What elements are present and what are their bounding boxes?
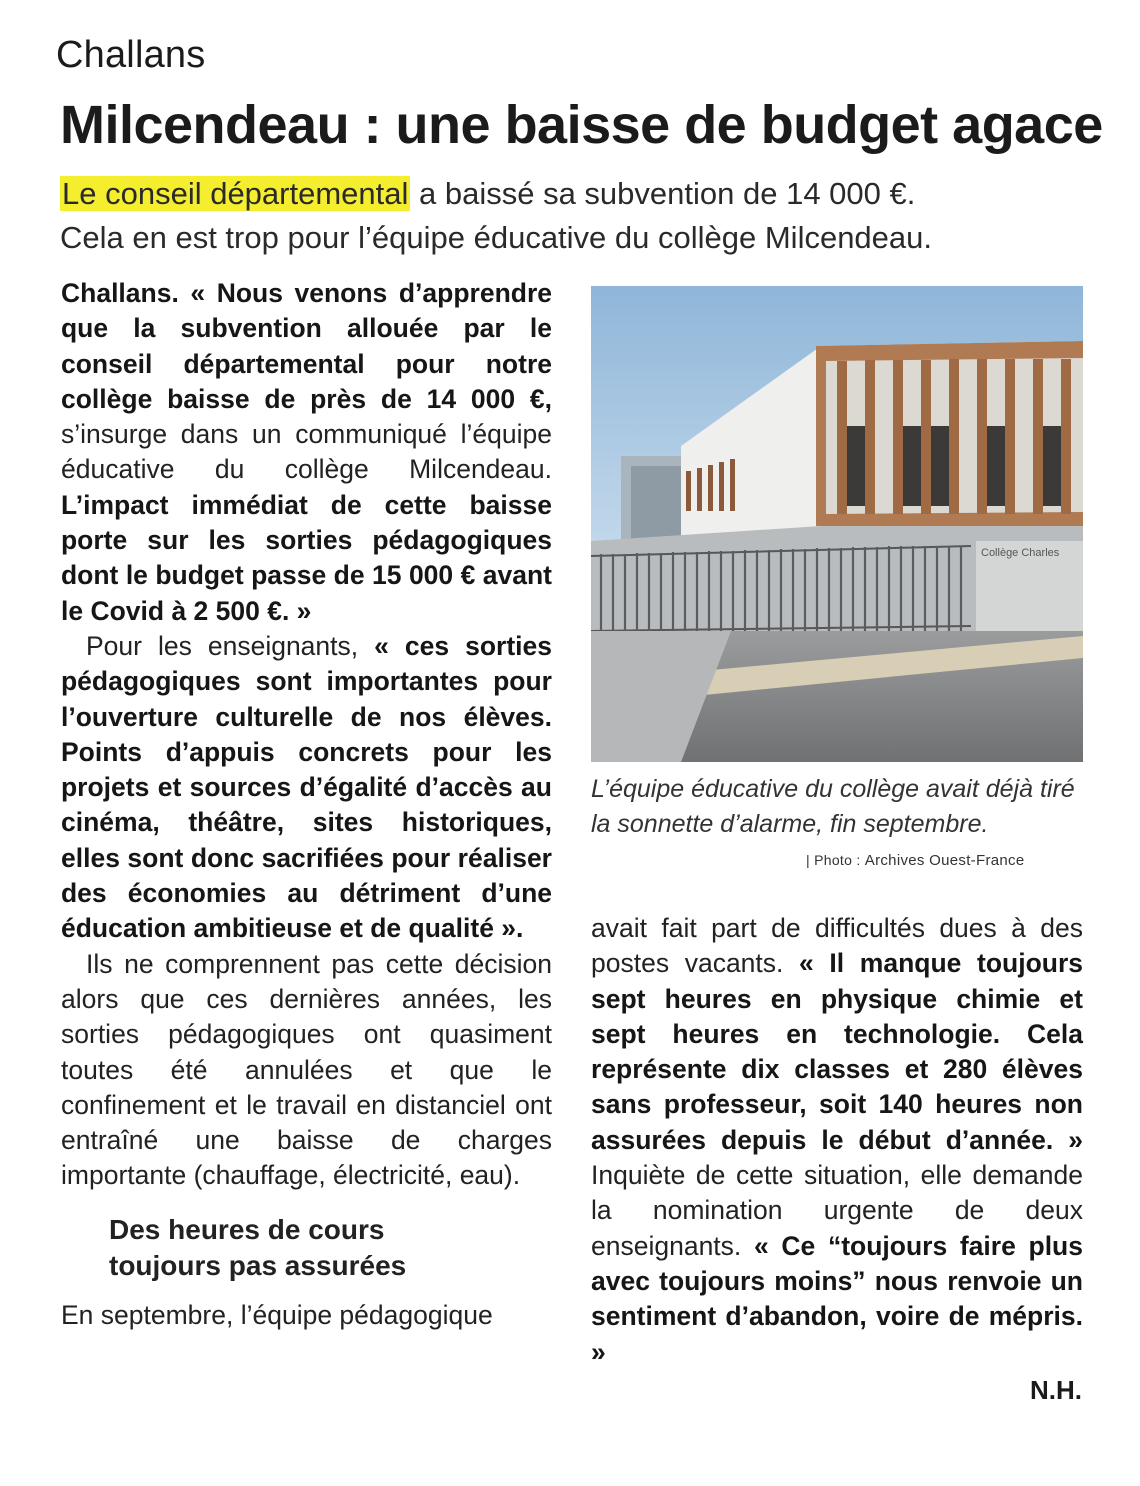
headline: Milcendeau : une baisse de budget agace	[60, 95, 1103, 155]
paragraph-4-start: En septembre, l’équipe pédagogique	[61, 1299, 493, 1330]
lede-line-1-rest: a baissé sa subvention de 14 000 €.	[410, 176, 916, 211]
paragraph-2-bold: « ces sorties pédagogiques sont importantes pour l’ouverture culturelle de nos élèves. Points d’appuis concrets pour les projets et sources d’égalité d’accès au cinéma, théâtre, sites historiques, elles sont donc sacrifiées pour réaliser des économies au détriment d’une éducation ambitieuse et de qualité ».	[61, 630, 552, 944]
author-signature: N.H.	[1030, 1375, 1082, 1405]
sign-text: Collège Charles	[981, 547, 1060, 559]
article-photo	[591, 286, 1083, 762]
credit-source: Archives Ouest-France	[864, 852, 1025, 869]
article-column-left	[61, 276, 552, 1333]
paragraph-1-bold-a: Challans. « Nous venons d’apprendre que la subvention allouée par le conseil départemental pour notre collège baisse de près de 14 000 €,	[61, 278, 552, 414]
paragraph-2-regular: Pour les enseignants,	[86, 630, 375, 661]
photo-caption	[591, 772, 1083, 842]
paragraph-1	[61, 276, 552, 629]
lede-line-1	[60, 172, 932, 216]
section-label: Challans	[56, 34, 206, 76]
paragraph-2	[61, 629, 552, 947]
paragraph-1-regular: s’insurge dans un communiqué l’équipe éducative du collège Milcendeau.	[61, 419, 552, 485]
article-column-right	[591, 911, 1083, 1370]
subheading-line-1: Des heures de cours	[109, 1213, 385, 1245]
lede	[60, 172, 932, 260]
subheading-line-2: toujours pas assurées	[109, 1249, 407, 1281]
lede-line-2: Cela en est trop pour l’équipe éducative du collège Milcendeau.	[60, 220, 933, 255]
credit-prefix: | Photo :	[806, 852, 865, 868]
paragraph-4-regular: avait fait part de difficultés dues à des postes vacants.	[591, 913, 1083, 979]
paragraph-5-regular: Inquiète de cette situation, elle demande la nomination urgente de deux enseignants.	[591, 1160, 1083, 1261]
paragraph-5-bold: « Ce “toujours faire plus avec toujours moins” nous renvoie un sentiment d’abandon, voire de mépris. »	[591, 1230, 1083, 1367]
paragraph-4-bold: « Il manque toujours sept heures en physique chimie et sept heures en technologie. Cela représente dix classes et 280 élèves sans professeur, soit 140 heures non assurées depuis le début d’année. »	[591, 948, 1084, 1155]
photo-credit	[806, 852, 1024, 869]
subheading	[61, 1212, 552, 1284]
highlighted-text: Le conseil départemental	[62, 176, 409, 211]
paragraph-3: Ils ne comprennent pas cette décision alors que ces dernières années, les sorties pédagogiques ont quasiment toutes été annulées et que le confinement et le travail en distanciel ont entraîné une baisse de charges importante (chauffage, électricité, eau).	[61, 948, 552, 1191]
paragraph-4-continued	[591, 911, 1083, 1370]
paragraph-1-bold-b: L’impact immédiat de cette baisse porte sur les sorties pédagogiques dont le budget passe de 15 000 € avant le Covid à 2 500 €. »	[61, 489, 552, 626]
caption-text: L’équipe éducative du collège avait déjà tiré la sonnette d’alarme, fin septembre.	[591, 775, 1075, 838]
